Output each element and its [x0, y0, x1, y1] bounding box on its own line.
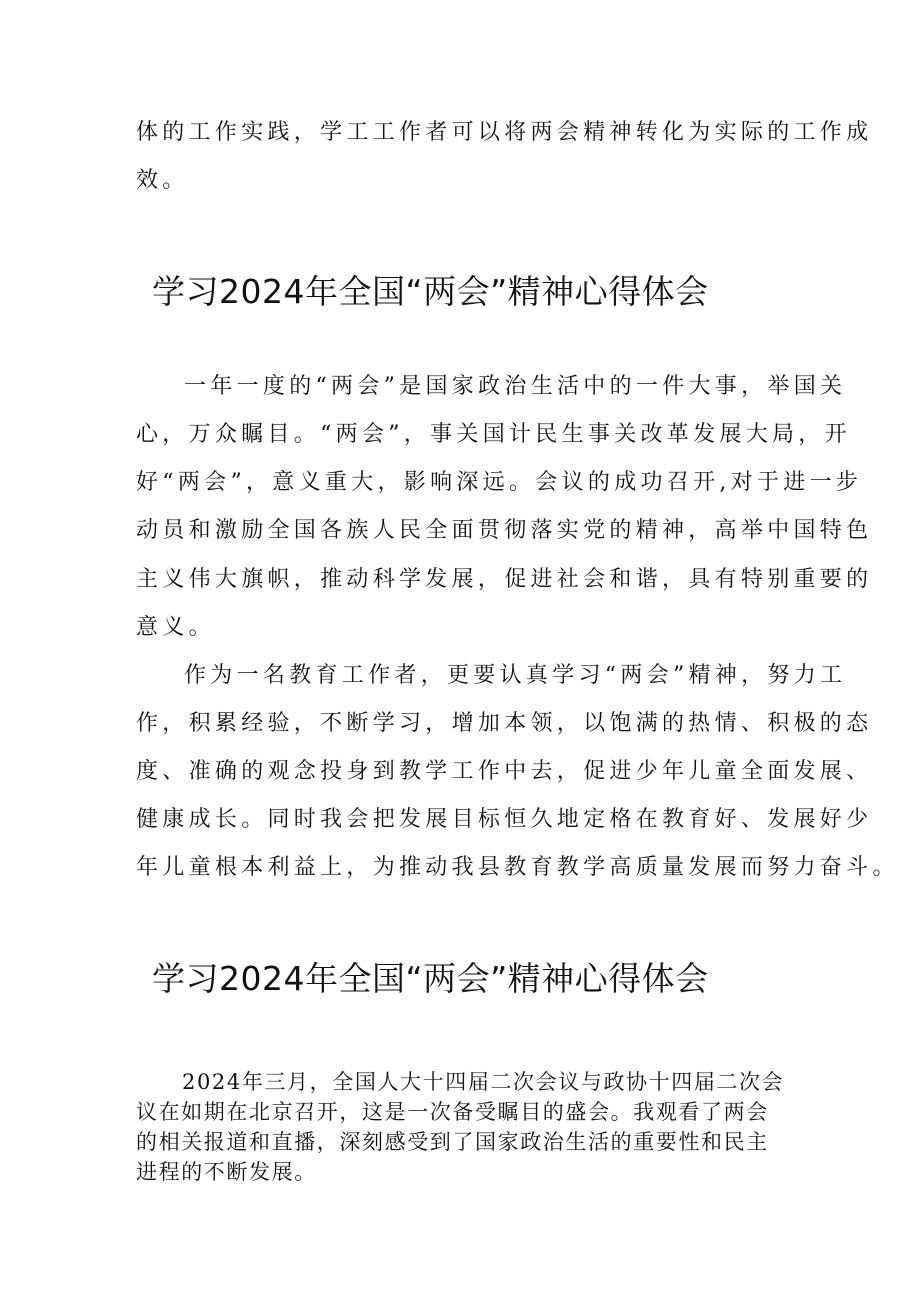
paragraph-line: 意义。 — [136, 615, 215, 640]
paragraph-line: 进程的不断发展。 — [136, 1160, 317, 1184]
paragraph-line: 好“两会”，意义重大，影响深远。会议的成功召开,对于进一步 — [136, 470, 863, 495]
paragraph-line: 的相关报道和直播，深刻感受到了国家政治生活的重要性和民主 — [136, 1130, 769, 1154]
paragraph-line: 主义伟大旗帜，推动科学发展，促进社会和谐，具有特别重要的 — [136, 567, 873, 592]
paragraph-line: 度、准确的观念投身到教学工作中去，促进少年儿童全面发展、 — [136, 759, 873, 784]
paragraph-line: 作，积累经验，不断学习，增加本领，以饱满的热情、积极的态 — [136, 711, 873, 736]
paragraph-line: 动员和激励全国各族人民全面贯彻落实党的精神，高举中国特色 — [136, 518, 873, 543]
paragraph-line: 年儿童根本利益上，为推动我县教育教学高质量发展而努力奋斗。 — [136, 855, 899, 880]
paragraph-line: 体的工作实践，学工工作者可以将两会精神转化为实际的工作成 — [136, 120, 873, 145]
paragraph-line: 2024年三月，全国人大十四届二次会议与政协十四届二次会 — [182, 1070, 785, 1094]
paragraph-line: 效。 — [136, 168, 189, 193]
paragraph-line: 一年一度的“两会”是国家政治生活中的一件大事，举国关 — [184, 374, 847, 399]
paragraph-line: 健康成长。同时我会把发展目标恒久地定格在教育好、发展好少 — [136, 807, 873, 832]
paragraph-line: 心，万众瞩目。“两会”，事关国计民生事关改革发展大局，开 — [136, 422, 851, 447]
paragraph-line: 作为一名教育工作者，更要认真学习“两会”精神，努力工 — [184, 663, 847, 688]
article-heading: 学习2024年全国“两会”精神心得体会 — [152, 959, 709, 998]
article-heading: 学习2024年全国“两会”精神心得体会 — [152, 272, 709, 311]
paragraph-line: 议在如期在北京召开，这是一次备受瞩目的盛会。我观看了两会 — [136, 1100, 769, 1124]
